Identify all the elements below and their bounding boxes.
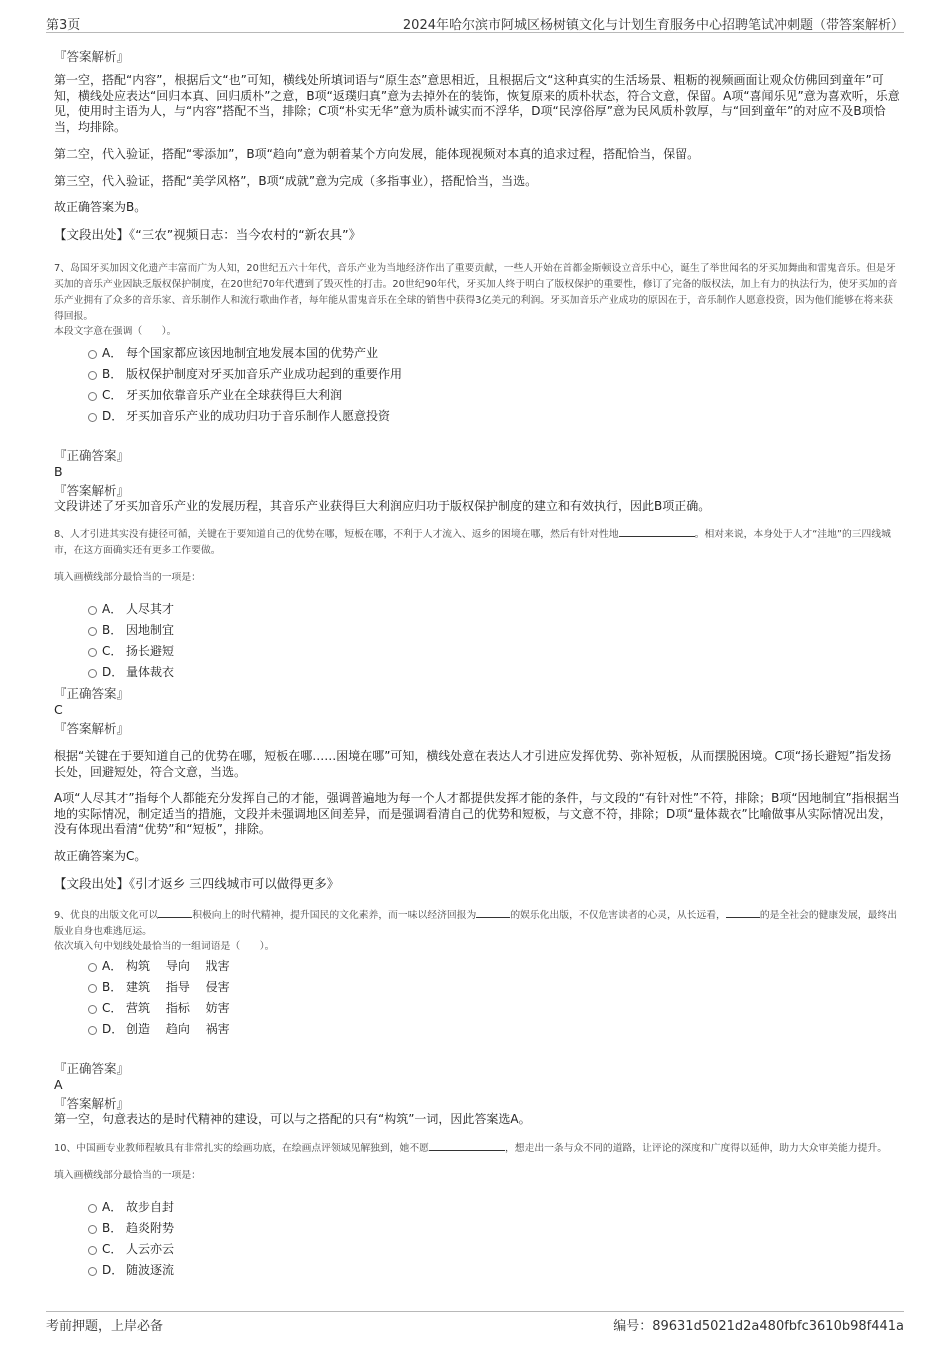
answer-blank	[476, 907, 510, 918]
question-8-options	[86, 599, 900, 683]
radio-button-icon[interactable]	[88, 413, 97, 422]
correct-answer: B	[54, 463, 63, 479]
answer-blank	[429, 1140, 505, 1151]
option-b[interactable]: B． 版权保护制度对牙买加音乐产业成功起到的重要作用	[86, 364, 900, 385]
question-9-options	[86, 956, 900, 1040]
answer-blank	[158, 907, 192, 918]
option-a[interactable]: A． 每个国家都应该因地制宜地发展本国的优势产业	[86, 343, 900, 364]
page-number: 第3页	[46, 18, 81, 33]
text-source: 【文段出处】《引才返乡 三四线城市可以做得更多》	[54, 876, 340, 891]
radio-button-icon[interactable]	[88, 963, 97, 972]
radio-button-icon[interactable]	[88, 1005, 97, 1014]
correct-answer: A	[54, 1077, 63, 1092]
analysis-tag: 『答案解析』	[54, 49, 130, 64]
option-a[interactable]: A． 构筑 导向 戕害	[86, 956, 900, 977]
radio-button-icon[interactable]	[88, 606, 97, 615]
correct-answer-tag: 『正确答案』	[54, 686, 130, 701]
question-10-prompt: 填入画横线部分最恰当的一项是：	[54, 1169, 201, 1181]
page-header	[46, 12, 904, 33]
question-8-prompt: 填入画横线部分最恰当的一项是：	[54, 572, 201, 583]
correct-answer-tag: 『正确答案』	[54, 447, 130, 463]
analysis-paragraph: 第二空，代入验证，搭配“零添加”，B项“趋向”意为朝着某个方向发展，能体现视频对本真的追求过程，搭配恰当，保留。	[54, 147, 700, 161]
option-c[interactable]: C． 扬长避短	[86, 641, 900, 662]
option-d[interactable]: D． 随波逐流	[86, 1260, 900, 1281]
radio-button-icon[interactable]	[88, 627, 97, 636]
radio-button-icon[interactable]	[88, 371, 97, 380]
option-c[interactable]: C． 营筑 指标 妨害	[86, 998, 900, 1019]
option-d[interactable]: D． 创造 趋向 祸害	[86, 1019, 900, 1040]
option-c[interactable]: C． 人云亦云	[86, 1239, 900, 1260]
question-9-stem: 9、优良的出版文化可以 积极向上的时代精神，提升国民的文化素养，而一味以经济回报为 的娱乐化出版，不仅危害读者的心灵，从长远看， 的是全社会的健康发展，最终出版业自身也难逃厄运。	[54, 907, 900, 940]
option-b[interactable]: B． 趋炎附势	[86, 1218, 900, 1239]
analysis-paragraph: 第一空，搭配“内容”，根据后文“也”可知，横线处所填词语与“原生态”意思相近，且根据后文“这种真实的生活场景、粗粝的视频画面让观众仿佛回到童年”可知，横线处应表达“回归本真、回归质朴”之意，B项“返璞归真”意为去掉外在的装饰，恢复原来的质朴状态，符合文意，保留。A项“喜闻乐见”意为喜欢听，乐意见，使用时主语为人，与“内容”搭配不当，排除；C项“朴实无华”意为质朴诚实而不浮华，D项“民淳俗厚”意为民风质朴敦厚，与“回到童年”的对应不及B项恰当，均排除。	[54, 73, 900, 134]
question-7-prompt: 本段文字意在强调（ ）。	[54, 325, 177, 337]
radio-button-icon[interactable]	[88, 1267, 97, 1276]
option-a[interactable]: A． 故步自封	[86, 1197, 900, 1218]
radio-button-icon[interactable]	[88, 392, 97, 401]
radio-button-icon[interactable]	[88, 648, 97, 657]
question-7-stem: 7、岛国牙买加因文化遗产丰富而广为人知，20世纪五六十年代，音乐产业为当地经济作出了重要贡献，一些人开始在首都金斯顿设立音乐中心，诞生了举世闻名的牙买加舞曲和雷鬼音乐。但是牙买加的音乐产业因缺乏版权保护制度，在20世纪70年代遭到了毁灭性的打击。20世纪90年代，牙买加人终于明白了版权保护的重要性，修订了完备的版权法，加上有力的执法行为，使牙买加的音乐产业拥有了众多的音乐家、音乐制作人和流行歌曲作者，每年能从雷鬼音乐在全球的销售中获得3亿美元的利润。牙买加音乐产业成功的原因在于，音乐制作人愿意投资，因为他们能够在将来获得回报。	[54, 262, 898, 322]
document-code: 编号：89631d5021d2a480fbfc3610b98f441a	[613, 1319, 904, 1334]
correct-answer-tag: 『正确答案』	[54, 1061, 130, 1076]
radio-button-icon[interactable]	[88, 350, 97, 359]
option-b[interactable]: B． 建筑 指导 侵害	[86, 977, 900, 998]
radio-button-icon[interactable]	[88, 1225, 97, 1234]
page-content	[54, 40, 900, 1281]
option-c[interactable]: C． 牙买加依靠音乐产业在全球获得巨大利润	[86, 385, 900, 406]
analysis-tag: 『答案解析』	[54, 721, 130, 736]
option-a[interactable]: A． 人尽其才	[86, 599, 900, 620]
analysis-paragraph: 第三空，代入验证，搭配“美学风格”，B项“成就”意为完成（多指事业），搭配恰当，当选。	[54, 173, 538, 188]
analysis-paragraph: 文段讲述了牙买加音乐产业的发展历程，其音乐产业获得巨大利润应归功于版权保护制度的建立和有效执行，因此B项正确。	[54, 498, 711, 513]
radio-button-icon[interactable]	[88, 1246, 97, 1255]
question-7-options	[86, 343, 900, 427]
radio-button-icon[interactable]	[88, 669, 97, 678]
question-9-prompt: 依次填入句中划线处最恰当的一组词语是（ ）。	[54, 941, 275, 952]
question-10-options	[86, 1197, 900, 1281]
document-title: 2024年哈尔滨市阿城区杨树镇文化与计划生育服务中心招聘笔试冲刺题（带答案解析）	[402, 18, 904, 33]
analysis-paragraph: A项“人尽其才”指每个人都能充分发挥自己的才能，强调普遍地为每一个人才都提供发挥才能的条件，与文段的“有针对性”不符，排除；B项“因地制宜”指根据当地的实际情况，制定适当的措施，文段并未强调地区间差异，而是强调看清自己的优势和短板，与文意不符，排除；D项“量体裁衣”比喻做事从实际情况出发，没有体现出看清“优势”和“短板”，排除。	[54, 791, 900, 836]
page-footer	[46, 1311, 904, 1334]
footer-slogan: 考前押题，上岸必备	[46, 1319, 164, 1334]
option-b[interactable]: B． 因地制宜	[86, 620, 900, 641]
analysis-tag: 『答案解析』	[54, 1096, 130, 1111]
option-d[interactable]: D． 量体裁衣	[86, 662, 900, 683]
answer-blank	[726, 907, 760, 918]
radio-button-icon[interactable]	[88, 1204, 97, 1213]
correct-answer: C	[54, 702, 63, 717]
analysis-conclusion: 故正确答案为C。	[54, 848, 147, 863]
radio-button-icon[interactable]	[88, 1026, 97, 1035]
answer-blank	[619, 526, 695, 537]
text-source: 【文段出处】《“三农”视频日志：当今农村的“新农具”》	[54, 226, 362, 242]
analysis-conclusion: 故正确答案为B。	[54, 200, 147, 214]
radio-button-icon[interactable]	[88, 984, 97, 993]
question-10-stem: 10、中国画专业教师程敏具有非常扎实的绘画功底，在绘画点评领域见解独到，她不愿 ，想走出一条与众不同的道路，让评论的深度和广度得以延伸，助力大众审美能力提升。	[54, 1140, 900, 1157]
question-8-stem: 8、人才引进其实没有捷径可循，关键在于要知道自己的优势在哪，短板在哪，不利于人才流入、返乡的困境在哪，然后有针对性地 。相对来说，本身处于人才“洼地”的三四线城市，在这方面确实还有更多工作要做。	[54, 526, 900, 559]
option-d[interactable]: D． 牙买加音乐产业的成功归功于音乐制作人愿意投资	[86, 406, 900, 427]
analysis-tag: 『答案解析』	[54, 482, 130, 498]
analysis-paragraph: 根据“关键在于要知道自己的优势在哪，短板在哪……困境在哪”可知，横线处意在表达人才引进应发挥优势、弥补短板，从而摆脱困境。C项“扬长避短”指发扬长处，回避短处，符合文意，当选。	[54, 749, 892, 779]
analysis-paragraph: 第一空，句意表达的是时代精神的建设，可以与之搭配的只有“构筑”一词，因此答案选A。	[54, 1112, 531, 1126]
